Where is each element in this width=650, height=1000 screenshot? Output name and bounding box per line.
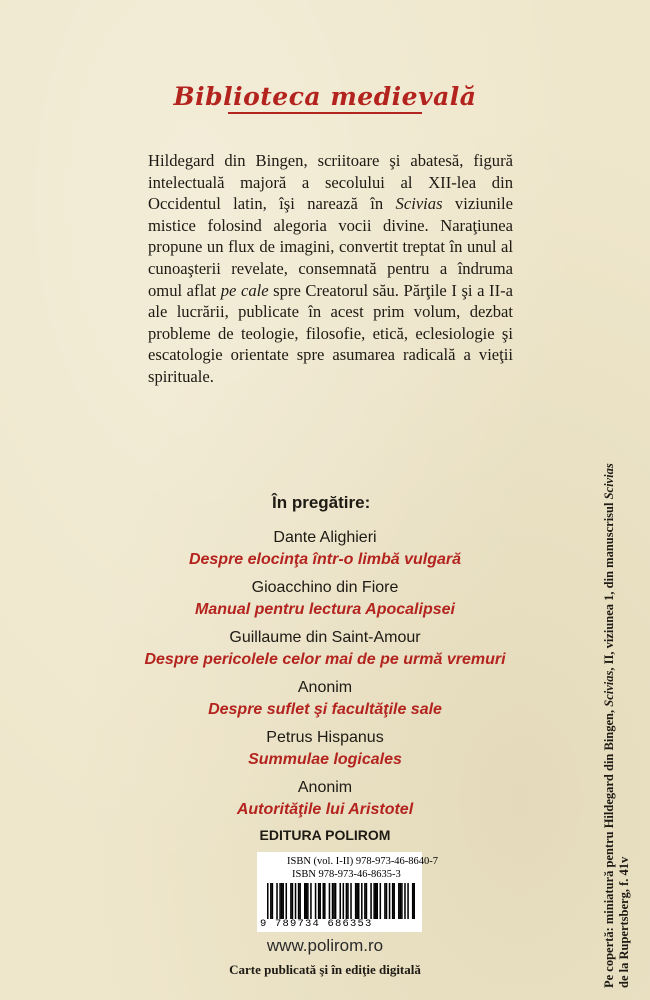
back-cover-blurb xyxy=(148,150,513,388)
barcode-bar xyxy=(306,883,308,919)
blurb-emphasis: pe cale xyxy=(220,280,269,300)
credit-text-3: de la Rupertsberg, f. 41v xyxy=(617,856,631,988)
barcode-bar xyxy=(346,883,348,919)
blurb-work-title: Scivias xyxy=(395,194,443,214)
credit-work-title-2: Scivias xyxy=(602,463,616,500)
book-title: Summulae logicales xyxy=(248,751,402,768)
book-author: Gioacchino din Fiore xyxy=(251,579,399,596)
barcode-bar xyxy=(279,883,281,919)
barcode-bar xyxy=(323,883,325,919)
digital-edition-note: Carte publicată şi în ediţie digitală xyxy=(229,962,421,977)
book-author: Anonim xyxy=(297,779,353,796)
series-title-underline xyxy=(228,112,422,114)
blurb-text-1: Hildegard din Bingen, scriitoare şi abatesă, figură intelectuală majoră a secolului al XII-lea din Occidentul latin, îşi narează în xyxy=(148,151,513,214)
barcode-bar xyxy=(364,883,366,919)
upcoming-books-list xyxy=(0,527,650,827)
barcode-bar xyxy=(393,883,395,919)
barcode-bar xyxy=(272,883,274,919)
barcode-bar xyxy=(392,883,394,919)
barcode-bar xyxy=(329,883,331,919)
blurb-text-3: spre Creatorul său. Părţile I şi a II-a ale lucrării, publicate în acest prim volum, dezbat probleme de teologie, filosofie, etică, eclesiologie şi escatologie orientate spre asumarea radicală a vieţii spirituale. xyxy=(148,280,513,386)
upcoming-book xyxy=(0,577,650,627)
book-title: Despre elocinţa într-o limbă vulgară xyxy=(188,551,462,568)
barcode-bar xyxy=(281,883,283,919)
barcode-bar xyxy=(343,883,345,919)
book-title: Despre pericolele celor mai de pe urmă vremuri xyxy=(144,651,506,668)
barcode-bar xyxy=(373,883,375,919)
barcode-bar xyxy=(370,883,372,919)
book-author: Anonim xyxy=(297,679,353,696)
book-title: Autorităţile lui Aristotel xyxy=(236,801,414,818)
barcode-bar xyxy=(355,883,357,919)
barcode-bar xyxy=(335,883,337,919)
barcode-bar xyxy=(366,883,368,919)
cover-image-credit xyxy=(602,448,647,988)
book-author: Petrus Hispanus xyxy=(266,729,384,746)
barcode-bar xyxy=(304,883,306,919)
barcode-bar xyxy=(398,883,400,919)
barcode-bar xyxy=(401,883,403,919)
barcode-image xyxy=(267,883,415,919)
barcode-bar xyxy=(319,883,321,919)
in-preparation-heading: În pregătire: xyxy=(272,493,371,512)
upcoming-book xyxy=(0,527,650,577)
barcode-bar xyxy=(292,883,294,919)
barcode-bar xyxy=(356,883,358,919)
barcode-bar xyxy=(384,883,386,919)
barcode-bar xyxy=(361,883,363,919)
barcode-bar xyxy=(290,883,292,919)
barcode-bar xyxy=(282,883,284,919)
credit-text-1: Pe copertă: miniatură pentru Hildegard din Bingen, xyxy=(602,706,616,988)
barcode-digits: 9 789734 686353 xyxy=(260,918,373,930)
isbn-set-number: ISBN (vol. I-II) 978-973-46-8640-7 xyxy=(287,856,439,867)
upcoming-book xyxy=(0,627,650,677)
barcode-bar xyxy=(307,883,309,919)
barcode-bar xyxy=(267,883,269,919)
barcode-bar xyxy=(347,883,349,919)
barcode-bar xyxy=(412,883,414,919)
barcode-bar xyxy=(386,883,388,919)
barcode-bar xyxy=(324,883,326,919)
upcoming-book xyxy=(0,677,650,727)
barcode-bar xyxy=(380,883,382,919)
barcode-bar xyxy=(310,883,312,919)
credit-work-title: Scivias xyxy=(602,670,616,707)
barcode-bar xyxy=(350,883,352,919)
isbn-barcode-box xyxy=(257,852,439,932)
barcode-bar xyxy=(286,883,288,919)
barcode-bar xyxy=(339,883,341,919)
barcode-bar xyxy=(400,883,402,919)
publisher-name: EDITURA POLIROM xyxy=(259,827,391,843)
barcode-bar xyxy=(358,883,360,919)
barcode-bar xyxy=(413,883,415,919)
credit-text-2: , II, viziunea 1, din manuscrisul xyxy=(602,499,616,671)
upcoming-book xyxy=(0,727,650,777)
publisher-website: www.polirom.ro xyxy=(266,936,384,955)
barcode-bar xyxy=(295,883,297,919)
barcode-bar xyxy=(299,883,301,919)
barcode-bar xyxy=(376,883,378,919)
barcode-bar xyxy=(389,883,391,919)
upcoming-book xyxy=(0,777,650,827)
book-title: Manual pentru lectura Apocalipsei xyxy=(195,601,455,618)
barcode-bar xyxy=(375,883,377,919)
barcode-bar xyxy=(315,883,317,919)
book-title: Despre suflet şi facultăţile sale xyxy=(208,701,442,718)
barcode-bar xyxy=(407,883,409,919)
barcode-bar xyxy=(404,883,406,919)
blurb-text-2: viziunile mistice folosind alegoria vocii divine. Naraţiunea propune un flux de imagini, convertit treptat în unul al cunoaşterii revelate, consemnată pentru a îndruma omul aflat xyxy=(148,194,513,300)
barcode-bar xyxy=(270,883,272,919)
barcode-bar xyxy=(276,883,278,919)
barcode-bar xyxy=(318,883,320,919)
series-title: Biblioteca medievală xyxy=(173,82,477,111)
barcode-bar xyxy=(333,883,335,919)
book-author: Guillaume din Saint-Amour xyxy=(229,629,421,646)
barcode-bar xyxy=(298,883,300,919)
barcode-bar xyxy=(332,883,334,919)
isbn-volume-number: ISBN 978-973-46-8635-3 xyxy=(292,869,401,880)
book-author: Dante Alighieri xyxy=(273,529,377,546)
